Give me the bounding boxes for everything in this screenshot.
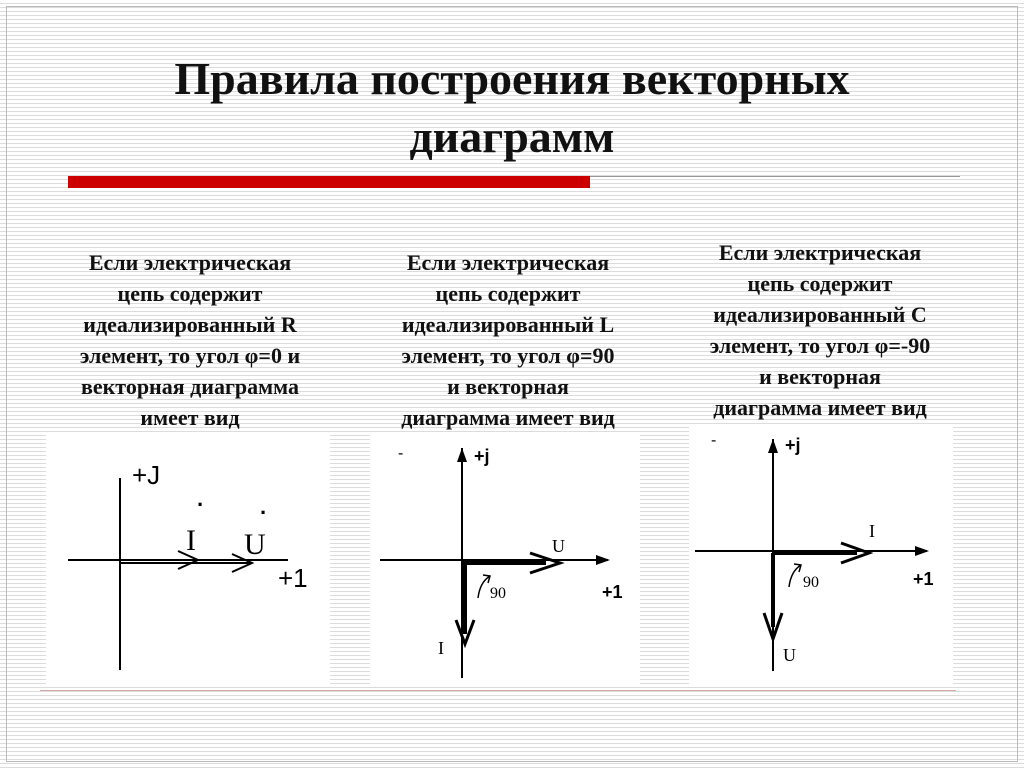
minus-mark: -: [711, 432, 717, 449]
dot-mark-i: ·: [197, 492, 205, 517]
caption-l-element: [358, 247, 658, 433]
vector-label-i: I: [869, 521, 875, 541]
minus-mark: -: [398, 445, 404, 462]
axis-label-imag: +j: [785, 435, 801, 455]
bottom-divider: [40, 690, 956, 691]
axis-label-real: +1: [913, 569, 934, 589]
angle-label: 90: [803, 574, 819, 591]
caption-line: диаграмма имеет вид: [713, 395, 927, 420]
slide-title: [0, 50, 1024, 166]
title-underline-red: [68, 176, 590, 188]
caption-r-element: [40, 247, 340, 433]
imag-axis-arrow: [768, 439, 778, 453]
caption-line: элемент, то угол φ=0 и: [79, 343, 301, 368]
caption-line: элемент, то угол φ=-90: [709, 333, 931, 358]
caption-line: цепь содержит: [117, 281, 263, 306]
title-underline-thin: [590, 176, 960, 177]
vector-label-u: U: [783, 645, 796, 665]
vector-diagram-r: [46, 432, 330, 686]
caption-line: цепь содержит: [747, 271, 893, 296]
caption-line: и векторная: [447, 374, 569, 399]
diagram-r-svg: [46, 432, 330, 686]
dot-mark-u: ·: [260, 500, 268, 525]
title-line-2: диаграмм: [409, 111, 615, 162]
caption-line: и векторная: [759, 364, 881, 389]
vector-i: [456, 563, 474, 644]
vector-u: [764, 553, 782, 639]
vector-diagram-l: [370, 432, 640, 686]
vector-i: [773, 543, 869, 563]
title-line-1: Правила построения векторных: [174, 53, 850, 104]
angle-arc: [789, 565, 801, 587]
diagram-l-svg: [370, 432, 640, 686]
caption-line: идеализированный C: [713, 302, 927, 327]
imag-axis-arrow: [457, 448, 467, 462]
axis-label-imag: +j: [474, 446, 490, 466]
vector-label-u: U: [244, 528, 266, 561]
caption-line: диаграмма имеет вид: [401, 405, 615, 430]
vector-label-u: U: [552, 536, 565, 556]
caption-c-element: [670, 237, 970, 423]
real-axis-arrow: [596, 555, 610, 565]
caption-line: идеализированный L: [401, 312, 615, 337]
real-axis-arrow: [915, 546, 929, 556]
axis-label-real: +1: [602, 582, 623, 602]
caption-line: векторная диаграмма: [80, 374, 299, 399]
vector-diagram-c: [689, 425, 953, 687]
vector-label-i: I: [186, 524, 196, 557]
vector-u: [462, 553, 560, 573]
vector-label-i: I: [438, 638, 444, 658]
diagram-c-svg: [689, 425, 953, 687]
angle-label: 90: [490, 585, 506, 602]
caption-line: имеет вид: [140, 405, 240, 430]
axis-label-real: +1: [278, 563, 308, 593]
caption-line: цепь содержит: [435, 281, 581, 306]
axis-label-imag: +J: [132, 460, 161, 490]
caption-line: элемент, то угол φ=90: [401, 343, 615, 368]
angle-arc: [478, 576, 490, 598]
caption-line: Если электрическая: [718, 240, 922, 265]
caption-line: Если электрическая: [406, 250, 610, 275]
caption-line: идеализированный R: [83, 312, 297, 337]
caption-line: Если электрическая: [88, 250, 292, 275]
